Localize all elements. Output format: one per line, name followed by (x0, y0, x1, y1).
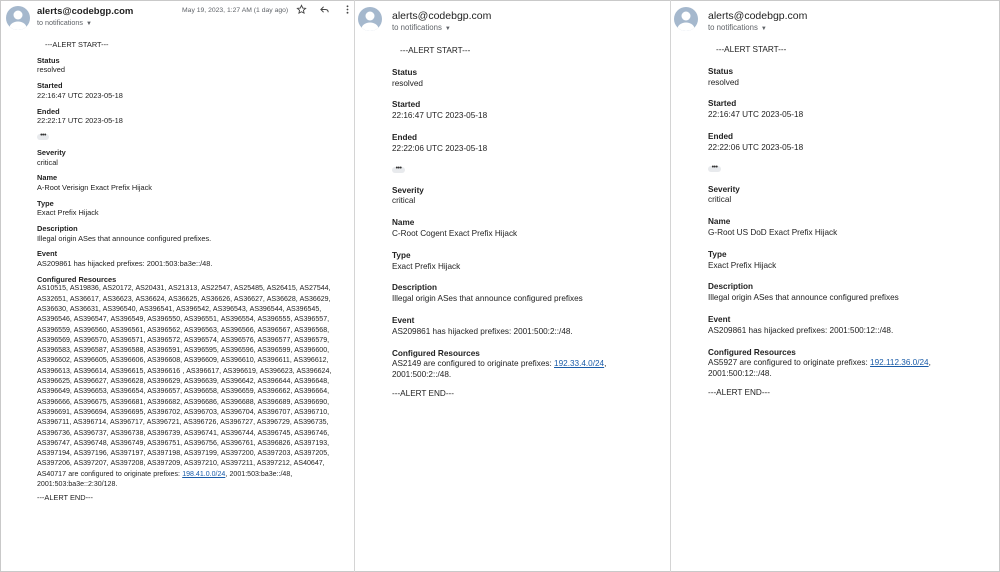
star-icon[interactable] (295, 4, 307, 16)
type-field (392, 251, 666, 273)
alert-end: ---ALERT END--- (392, 388, 455, 398)
more-vert-icon[interactable] (341, 4, 353, 16)
type-field (708, 250, 996, 272)
resources-label: Configured Resources (37, 274, 117, 284)
status-field (37, 56, 350, 75)
type-label: Type (392, 250, 411, 260)
name-label: Name (392, 218, 415, 228)
type-value: Exact Prefix Hijack (708, 260, 777, 270)
ended-value: 22:22:06 UTC 2023-05-18 (392, 143, 488, 153)
event-field (37, 249, 350, 268)
started-field (37, 81, 350, 100)
resources-text: AS10515, AS19836, AS20172, AS20431, AS21313, AS22547, AS25485, AS26415, AS27544, AS32651, AS36617, AS36623, AS36624, AS36625, AS36626, AS36627, AS36628, AS36629, AS36630, AS36631, AS396540, AS396541, AS396542, AS396543, AS396544, AS396545, AS396546, AS396547, AS396549, AS396550, AS396551, AS396554, AS396555, AS396557, AS396559, AS396560, AS396561, AS396562, AS396563, AS396566, AS396567, AS396568, AS396569, AS396570, AS396571, AS396572, AS396574, AS396576, AS396577, AS396579, AS396583, AS396587, AS396588, AS396591, AS396595, AS396596, AS396599, AS396600, AS396602, AS396605, AS396606, AS396608, AS396609, AS396610, AS396611, AS396612, AS396613, AS396614, AS396615, AS396616 , AS396617, AS396619, AS396623, AS396624, AS396625, AS396627, AS396628, AS396629, AS396639, AS396642, AS396644, AS396648, AS396649, AS396653, AS396654, AS396657, AS396658, AS396659, AS396662, AS396664, AS396666, AS396675, AS396681, AS396682, AS396686, AS396688, AS396689, AS396690, AS396691, AS396694, AS396695, AS396702, AS396703, AS396704, AS396707, AS396710, AS396711, AS396714, AS396717, AS396721, AS396726, AS396727, AS396729, AS396735, AS396736, AS396737, AS396738, AS396739, AS396741, AS396744, AS396745, AS396746, AS396747, AS396748, AS396749, AS396751, AS396756, AS396761, AS396826, AS397193, AS397194, AS397196, AS397197, AS397198, AS397199, AS397200, AS397203, AS397205, AS397206, AS397207, AS397208, AS397209, AS397210, AS397211, AS397212, AS40647, AS40717 are configured to originate prefixes: (37, 285, 332, 478)
person-icon (358, 7, 382, 31)
ended-field (37, 107, 350, 126)
alert-start: ---ALERT START--- (400, 46, 471, 55)
name-value: C-Root Cogent Exact Prefix Hijack (392, 228, 518, 238)
started-label: Started (392, 100, 421, 110)
prefix-link[interactable]: 192.112.36.0/24 (870, 358, 929, 368)
resources-value (392, 359, 666, 381)
chevron-down-icon[interactable]: ▼ (444, 26, 451, 32)
avatar[interactable] (358, 7, 382, 31)
status-label: Status (392, 67, 418, 77)
email-message-g-root (671, 0, 1000, 572)
recipient-line[interactable] (392, 23, 451, 32)
ended-label: Ended (37, 106, 60, 116)
name-value: A-Root Verisign Exact Prefix Hijack (37, 182, 153, 192)
description-label: Description (37, 224, 78, 234)
started-label: Started (708, 99, 737, 109)
alert-end: ---ALERT END--- (37, 493, 93, 503)
severity-field (708, 185, 996, 207)
status-value: resolved (392, 78, 423, 88)
recipient-line[interactable] (37, 18, 92, 27)
event-field (392, 316, 666, 338)
status-field (708, 67, 996, 89)
status-value: resolved (708, 77, 739, 87)
resources-field (37, 275, 350, 491)
severity-value: critical (37, 157, 58, 167)
sender-name[interactable]: alerts@codebgp.com (708, 10, 808, 22)
recipient-label: to notifications (37, 18, 83, 27)
show-trimmed-content-button[interactable]: ••• (392, 167, 405, 173)
ended-field (708, 132, 996, 154)
resources-value (708, 358, 996, 380)
description-value: Illegal origin ASes that announce configured prefixes. (37, 233, 212, 243)
message-date: May 19, 2023, 1:27 AM (1 day ago) (182, 7, 289, 14)
description-value: Illegal origin ASes that announce configured prefixes (392, 294, 583, 304)
sender-name[interactable]: alerts@codebgp.com (392, 10, 492, 22)
avatar[interactable] (674, 7, 698, 31)
name-field (37, 173, 350, 192)
prefix-link[interactable]: 198.41.0.0/24 (182, 470, 226, 478)
resources-tail: , 2001:500:12::/48. (708, 358, 931, 379)
severity-field (392, 186, 666, 208)
resources-tail: , 2001:503:ba3e::/48, 2001:503:ba3e::2:30/128. (37, 470, 293, 489)
alert-start: ---ALERT START--- (45, 40, 109, 49)
alert-end: ---ALERT END--- (708, 387, 771, 397)
started-value: 22:16:47 UTC 2023-05-18 (37, 90, 123, 100)
type-label: Type (708, 249, 727, 259)
ended-value: 22:22:06 UTC 2023-05-18 (708, 142, 804, 152)
email-message-c-root (355, 0, 670, 572)
description-value: Illegal origin ASes that announce configured prefixes (708, 293, 899, 303)
severity-label: Severity (392, 185, 424, 195)
avatar[interactable] (6, 6, 30, 30)
name-label: Name (708, 217, 731, 227)
show-trimmed-content-button[interactable]: ••• (708, 166, 721, 172)
person-icon (6, 6, 30, 30)
recipient-label: to notifications (708, 23, 758, 32)
type-field (37, 199, 350, 218)
resources-field (708, 348, 996, 380)
chevron-down-icon[interactable]: ▼ (760, 26, 767, 32)
event-label: Event (708, 314, 731, 324)
sender-name[interactable]: alerts@codebgp.com (37, 6, 134, 17)
message-body (392, 46, 666, 400)
resources-label: Configured Resources (708, 347, 796, 357)
status-label: Status (37, 55, 60, 65)
type-label: Type (37, 198, 54, 208)
description-label: Description (392, 283, 438, 293)
name-field (708, 217, 996, 239)
status-field (392, 68, 666, 90)
severity-field (37, 148, 350, 167)
recipient-label: to notifications (392, 23, 442, 32)
resources-label: Configured Resources (392, 348, 480, 358)
name-label: Name (37, 173, 58, 183)
ended-field (392, 133, 666, 155)
severity-label: Severity (37, 147, 66, 157)
resources-text: AS5927 are configured to originate prefixes: (708, 358, 871, 368)
description-label: Description (708, 282, 754, 292)
event-value: AS209861 has hijacked prefixes: 2001:500:2::/48. (392, 326, 573, 336)
chevron-down-icon[interactable]: ▼ (85, 21, 92, 27)
description-field (708, 282, 996, 304)
description-field (392, 283, 666, 305)
started-field (708, 99, 996, 121)
alert-start: ---ALERT START--- (716, 45, 787, 54)
status-value: resolved (37, 65, 65, 75)
event-value: AS209861 has hijacked prefixes: 2001:500:12::/48. (708, 325, 894, 335)
started-field (392, 100, 666, 122)
recipient-line[interactable] (708, 23, 767, 32)
started-value: 22:16:47 UTC 2023-05-18 (392, 111, 488, 121)
started-value: 22:16:47 UTC 2023-05-18 (708, 110, 804, 120)
event-label: Event (37, 249, 58, 259)
show-trimmed-content-button[interactable]: ••• (37, 134, 49, 140)
severity-value: critical (708, 195, 732, 205)
name-value: G-Root US DoD Exact Prefix Hijack (708, 227, 838, 237)
resources-value (37, 284, 350, 490)
started-label: Started (37, 81, 63, 91)
severity-value: critical (392, 196, 416, 206)
type-value: Exact Prefix Hijack (392, 261, 461, 271)
email-message-a-root (0, 0, 354, 572)
message-body (37, 40, 350, 503)
severity-label: Severity (708, 184, 740, 194)
ended-label: Ended (392, 132, 418, 142)
event-value: AS209861 has hijacked prefixes: 2001:503:ba3e::/48. (37, 259, 213, 268)
name-field (392, 218, 666, 240)
ended-value: 22:22:17 UTC 2023-05-18 (37, 116, 123, 126)
event-label: Event (392, 315, 415, 325)
status-label: Status (708, 66, 734, 76)
person-icon (674, 7, 698, 31)
reply-icon[interactable] (318, 4, 330, 16)
resources-text: AS2149 are configured to originate prefixes: (392, 359, 555, 369)
ended-label: Ended (708, 131, 734, 141)
type-value: Exact Prefix Hijack (37, 208, 99, 218)
event-field (708, 315, 996, 337)
resources-field (392, 349, 666, 381)
description-field (37, 224, 350, 243)
message-body (708, 45, 996, 399)
resources-tail: , 2001:500:2::/48. (392, 359, 607, 380)
prefix-link[interactable]: 192.33.4.0/24 (554, 359, 605, 369)
